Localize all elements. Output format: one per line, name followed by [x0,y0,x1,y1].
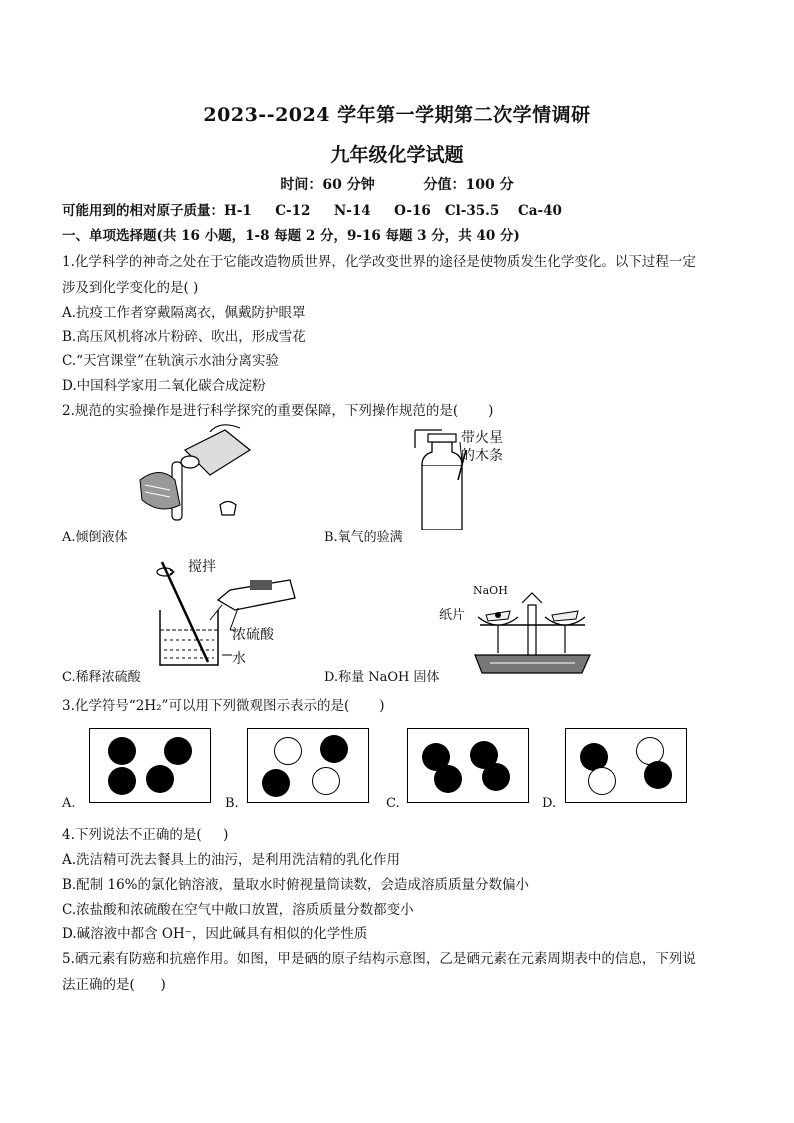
q1-option-d: D.中国科学家用二氧化碳合成淀粉 [62,378,266,394]
q4-option-b: B.配制 16%的氯化钠溶液，量取水时俯视量筒读数，会造成溶质质量分数偏小 [62,877,530,893]
atomic-masses: 可能用到的相对原子质量：H-1 C-12 N-14 O-16 Cl-35.5 Ca-40 [62,203,562,219]
q3-option-d: D. [542,796,557,811]
q2-stem: 2.规范的实验操作是进行科学探究的重要保障，下列操作规范的是( ) [62,403,494,419]
atom-black [108,767,136,795]
atom-black [434,765,462,793]
q4-option-d: D.碱溶液中都含 OH⁻，因此碱具有相似的化学性质 [62,926,368,942]
q2-option-a: A.倾倒液体 [62,530,128,545]
q1-option-c: C.“天宫课堂”在轨演示水油分离实验 [62,353,279,369]
q4-stem: 4.下列说法不正确的是( ) [62,827,229,843]
q5-stem-line1: 5.硒元素有防癌和抗癌作用。如图，甲是硒的原子结构示意图，乙是硒元素在元素周期表中的信息，下列说 [62,951,696,967]
exam-title: 2023--2024 学年第一学期第二次学情调研 [203,104,591,126]
atom-white [588,767,616,795]
q2-option-b: B.氧气的验满 [324,530,403,545]
atom-black [482,763,510,791]
fig-b-label-line1: 带火星 [461,430,503,446]
q2-option-d: D.称量 NaOH 固体 [324,670,440,685]
atom-white [312,767,340,795]
atom-black [108,737,136,765]
q3-stem: 3.化学符号“2H₂”可以用下列微观图示表示的是( ) [62,698,385,714]
q3-box-a [89,728,211,803]
pour-liquid-figure [130,420,270,525]
fig-d-naoh-label: NaOH [473,584,508,597]
exam-subtitle: 九年级化学试题 [330,144,464,166]
q4-option-c: C.浓盐酸和浓硫酸在空气中敞口放置，溶质质量分数都变小 [62,902,414,918]
atom-black [320,735,348,763]
fig-c-acid-label: 浓硫酸 [232,627,274,643]
fig-d-paper-label: 纸片 [439,608,466,623]
fig-c-stir-label: 搅拌 [188,559,216,575]
section-heading: 一、单项选择题(共 16 小题，1-8 每题 2 分，9-16 每题 3 分，共 40 分) [62,228,520,244]
atom-black [146,765,174,793]
q1-stem-line1: 1.化学科学的神奇之处在于它能改造物质世界，化学改变世界的途径是使物质发生化学变化。以下过程一定 [62,254,696,270]
atom-white [274,737,302,765]
q3-option-c: C. [386,796,400,811]
atom-black [164,737,192,765]
q4-option-a: A.洗洁精可洗去餐具上的油污，是利用洗洁精的乳化作用 [62,852,401,868]
q1-stem-line2: 涉及到化学变化的是( ) [62,280,199,296]
q3-option-a: A. [62,796,76,811]
atom-black [262,769,290,797]
atom-black [644,761,672,789]
q5-stem-line2: 法正确的是( ) [62,977,166,993]
fig-b-label-line2: 的木条 [461,448,503,464]
q3-box-d [565,728,687,803]
q1-option-b: B.高压风机将冰片粉碎、吹出，形成雪花 [62,329,306,345]
exam-meta: 时间：60 分钟 分值：100 分 [280,177,514,193]
q3-box-c [407,728,529,803]
balance-figure [470,585,595,675]
dilute-acid-figure [150,560,300,670]
fig-c-water-label: 水 [232,651,246,667]
q1-option-a: A.抗疫工作者穿戴隔离衣，佩戴防护眼罩 [62,305,306,321]
q3-box-b [247,728,369,803]
q2-option-c: C.稀释浓硫酸 [62,670,141,685]
q3-option-b: B. [225,796,239,811]
